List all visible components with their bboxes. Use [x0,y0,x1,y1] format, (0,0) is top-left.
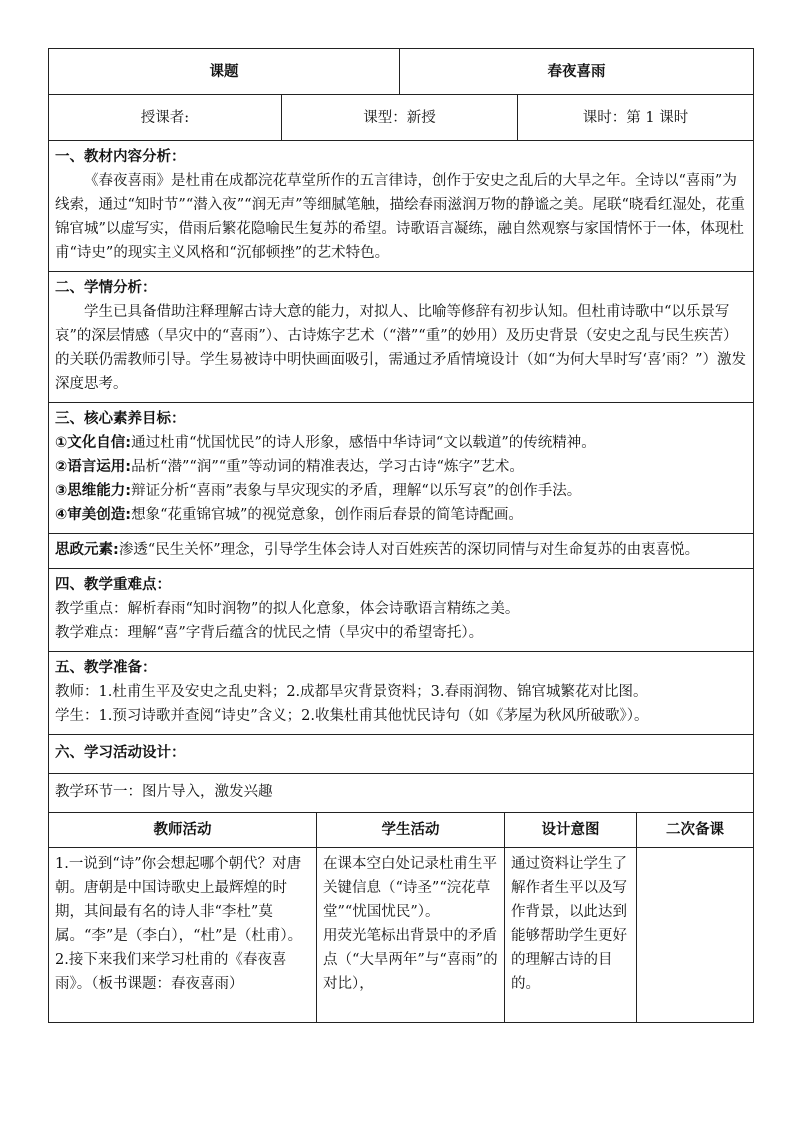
section-step-one [49,774,754,813]
goal-item [55,455,747,479]
section-activity-design [49,735,754,774]
goal-item [55,503,747,527]
goal-label: ④审美创造: [55,507,132,523]
student-activity-cell: 在课本空白处记录杜甫生平关键信息（“诗圣”“浣花草堂”“忧国忧民”）。 用荧光笔标出背景中的矛盾点（“大旱两年”与“喜雨”的对比）， [317,847,505,1022]
teacher-activity-cell: 1.一说到“诗”你会想起哪个朝代？对唐朝。唐朝是中国诗歌史上最辉煌的时期，其间最有名的诗人非“李杜”莫属。“李”是（李白），“杜”是（杜甫）。 2.接下来我们来学习杜甫的《春夜喜雨》。（板书课题：春夜喜雨） [49,847,317,1022]
teacher-label: 授课者: [49,95,282,141]
header-student-activity: 学生活动 [317,813,505,847]
section-key-points [49,569,754,652]
goal-text: 通过杜甫“忧国忧民”的诗人形象，感悟中华诗词“文以载道”的传统精神。 [131,435,596,451]
goal-label: ②语言运用: [55,459,132,475]
section-title: 三、核心素养目标： [55,411,186,427]
student-prep: 学生：1.预习诗歌并查阅“诗史”含义；2.收集杜甫其他忧民诗句（如《茅屋为秋风所破歌》）。 [55,708,649,724]
goal-text: 想象“花重锦官城”的视觉意象，创作雨后春景的简笔诗配画。 [131,507,523,523]
section-content-analysis [49,141,754,272]
goal-item [55,479,747,503]
goal-text: 辩证分析“喜雨”表象与旱灾现实的矛盾，理解“以乐写哀”的创作手法。 [131,483,582,499]
ideology-text: 渗透“民生关怀”理念，引导学生体会诗人对百姓疾苦的深切同情与对生命复苏的由衷喜悦。 [118,542,700,558]
teacher-prep: 教师：1.杜甫生平及安史之乱史料；2.成都旱灾背景资料；3.春雨润物、锦官城繁花对比图。 [55,684,648,700]
goal-text: 品析“潜”“润”“重”等动词的精准表达，学习古诗“炼字”艺术。 [131,459,524,475]
lesson-period: 课时：第 1 课时 [518,95,754,141]
section-preparation [49,652,754,735]
header-second-prep: 二次备课 [637,813,754,847]
topic-label: 课题 [49,49,400,95]
difficult-point: 教学难点：理解“喜”字背后蕴含的忧民之情（旱灾中的希望寄托）。 [55,625,484,641]
activity-table [48,813,754,1023]
section-student-analysis [49,272,754,403]
design-intent-cell: 通过资料让学生了解作者生平以及写作背景，以此达到能够帮助学生更好的理解古诗的目的。 [505,847,637,1022]
section-body: 《春夜喜雨》是杜甫在成都浣花草堂所作的五言律诗，创作于安史之乱后的大旱之年。全诗以“喜雨”为线索，通过“知时节”“潜入夜”“润无声”等细腻笔触，描绘春雨滋润万物的静谧之美。尾联“晓看红湿处，花重锦官城”以虚写实，借雨后繁花隐喻民生复苏的希望。诗歌语言凝练，融自然观察与家国情怀于一体，体现杜甫“诗史”的现实主义风格和“沉郁顿挫”的艺术特色。 [55,173,745,261]
second-prep-cell [637,847,754,1022]
section-title: 四、教学重难点： [55,577,171,593]
section-body: 学生已具备借助注释理解古诗大意的能力，对拟人、比喻等修辞有初步认知。但杜甫诗歌中“以乐景写哀”的深层情感（旱灾中的“喜雨”）、古诗炼字艺术（“潜”“重”的妙用）及历史背景（安史之乱与民生疾苦）的关联仍需教师引导。学生易被诗中明快画面吸引，需通过矛盾情境设计（如“为何大旱时写‘喜’雨？”）激发深度思考。 [55,304,747,392]
lesson-plan-page [48,48,753,1023]
header-design-intent: 设计意图 [505,813,637,847]
section-ideology [49,534,754,569]
section-core-goals [49,403,754,534]
header-table [48,48,754,141]
topic-value: 春夜喜雨 [400,49,754,95]
section-title: 六、学习活动设计： [55,745,186,761]
goal-label: ③思维能力: [55,483,132,499]
step-title: 教学环节一：图片导入，激发兴趣 [55,784,273,800]
lesson-type: 课型：新授 [282,95,518,141]
goal-label: ①文化自信: [55,435,132,451]
key-point: 教学重点：解析春雨“知时润物”的拟人化意象，体会诗歌语言精练之美。 [55,601,520,617]
section-title: 一、教材内容分析： [55,149,186,165]
content-table [48,141,754,813]
section-title: 二、学情分析： [55,280,157,296]
header-teacher-activity: 教师活动 [49,813,317,847]
ideology-label: 思政元素: [55,542,119,558]
section-title: 五、教学准备： [55,660,157,676]
goal-item [55,431,747,455]
